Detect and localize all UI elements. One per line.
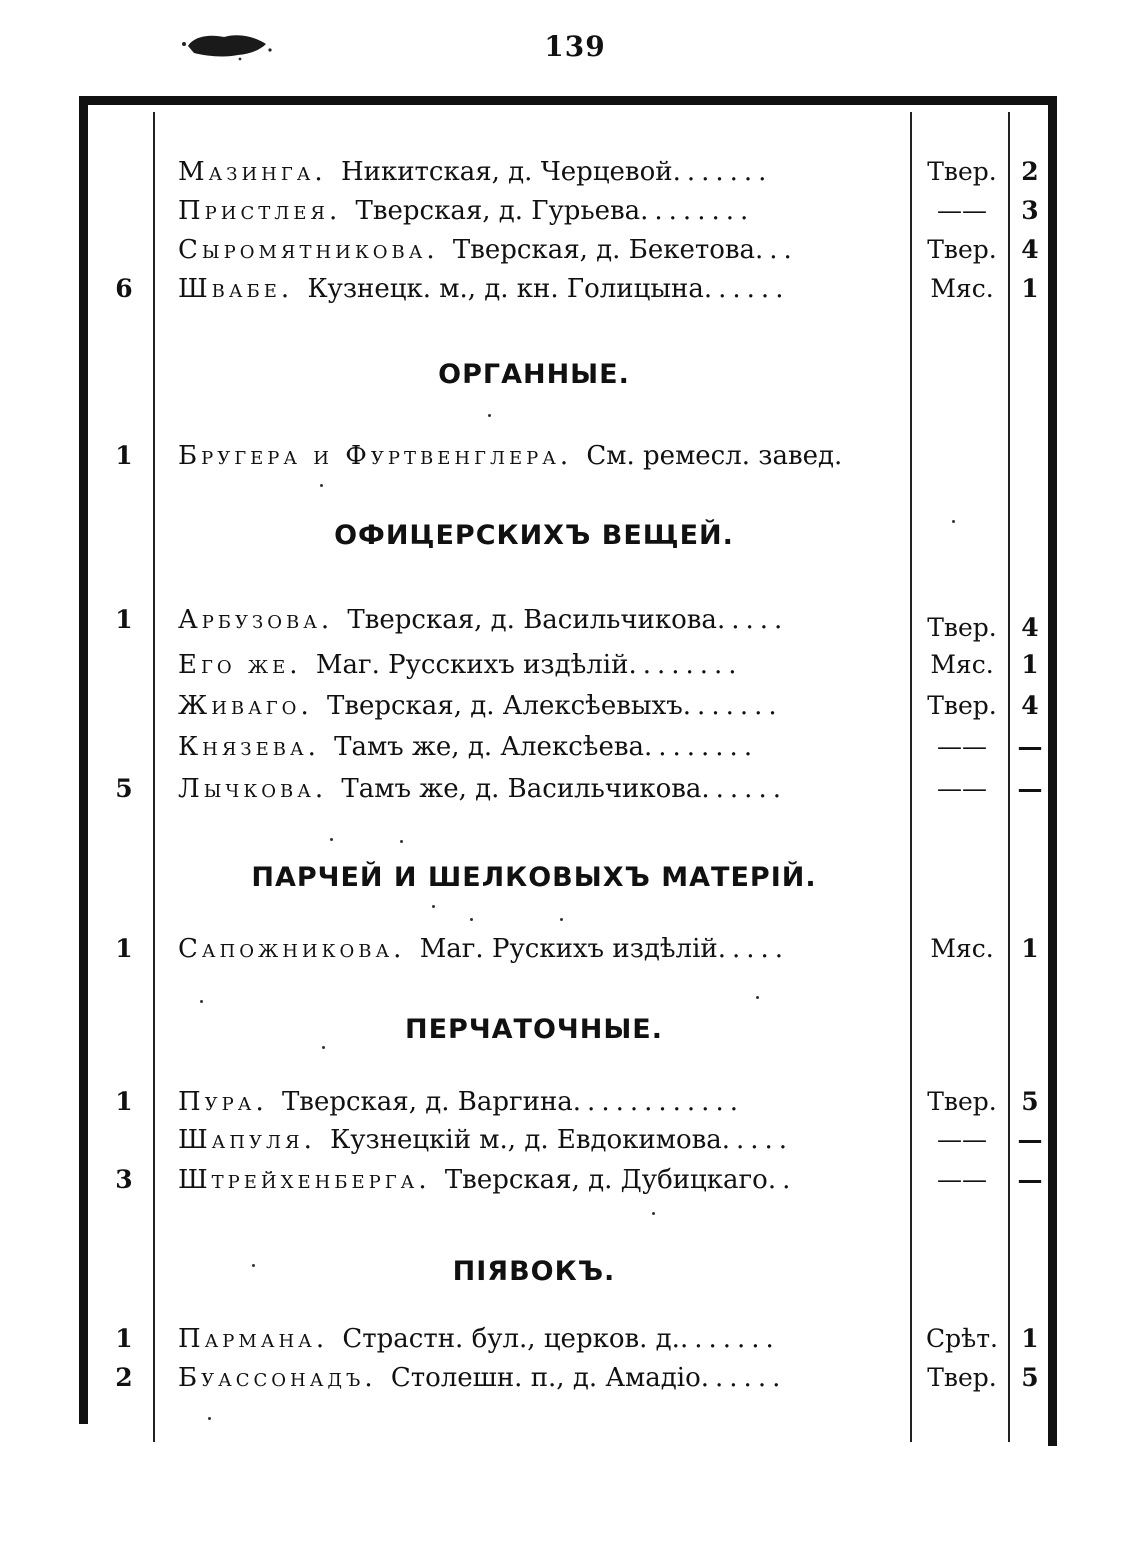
entry-name: Сыромятникова — [178, 235, 427, 265]
entry-address: Столешн. п., д. Амадіо — [390, 1363, 701, 1393]
entry-address: Никитская, д. Черцевой — [340, 157, 673, 187]
entry-name: Живаго — [178, 691, 301, 721]
entry-address: Кузнецкій м., д. Евдокимова — [330, 1125, 722, 1155]
entry-district: Твер. — [927, 1363, 997, 1392]
entry-quarter: — — [1017, 774, 1043, 803]
list-item: Шапуля. Кузнецкій м., д. Евдокимова..... —— — — [0, 1120, 1140, 1160]
entry-district: Твер. — [927, 235, 997, 264]
entry-address: Кузнецк. м., д. кн. Голицына — [307, 274, 704, 304]
entry-address: Тамъ же, д. Васильчикова — [341, 774, 702, 804]
entry-number: 3 — [115, 1165, 133, 1194]
page-number: 139 — [544, 30, 606, 63]
entry-quarter: 1 — [1021, 274, 1039, 303]
list-item: 2 Буассонадъ. Столешн. п., д. Амадіо...... Твер. 5 — [0, 1358, 1140, 1398]
scan-speck — [252, 1264, 255, 1267]
scan-speck — [432, 905, 435, 908]
entry-number: 1 — [115, 934, 133, 963]
entry-district: —— — [937, 732, 987, 761]
entry-address: Тверская, д. Васильчикова — [347, 605, 717, 635]
entry-name: Лычкова — [178, 774, 315, 804]
section-heading: ПІЯВОКЪ. — [452, 1256, 616, 1287]
entry-district: —— — [937, 1165, 987, 1194]
list-item: 3 Штрейхенберга. Тверская, д. Дубицкаго.. —— — — [0, 1160, 1140, 1200]
entry-quarter: 2 — [1021, 157, 1039, 186]
entry-quarter: 5 — [1021, 1087, 1039, 1116]
section-heading: ПАРЧЕЙ И ШЕЛКОВЫХЪ МАТЕРІЙ. — [251, 862, 817, 893]
entry-quarter: 5 — [1021, 1363, 1039, 1392]
entry-district: Срѣт. — [926, 1324, 998, 1353]
entry-quarter: — — [1017, 1165, 1043, 1194]
scan-speck — [560, 918, 563, 921]
entry-district: Мяс. — [930, 274, 994, 303]
entry-district: —— — [937, 1125, 987, 1154]
entry-district: Мяс. — [930, 934, 994, 963]
list-item: 5 Лычкова. Тамъ же, д. Васильчикова...... —— — — [0, 769, 1140, 809]
entry-number: 2 — [115, 1363, 133, 1392]
entry-name: Пристлея — [178, 196, 329, 226]
entry-quarter: 4 — [1021, 235, 1039, 264]
scan-speck — [330, 838, 333, 841]
list-item: Пристлея. Тверская, д. Гурьева........ —— 3 — [0, 191, 1140, 231]
entry-district: Твер. — [927, 613, 997, 642]
entry-name: Сапожникова — [178, 934, 394, 964]
entry-name: Мазинга — [178, 157, 315, 187]
scan-speck — [208, 1417, 211, 1420]
scan-speck — [756, 996, 759, 999]
frame-top-rule — [85, 96, 1057, 105]
entry-name: Князева — [178, 732, 308, 762]
section-heading: ОРГАННЫЕ. — [438, 359, 630, 390]
entry-name: Его же — [178, 650, 290, 680]
entry-name: Шапуля — [178, 1125, 304, 1155]
list-item: 1 Пармана. Страстн. бул., церков. д........ Срѣт. 1 — [0, 1319, 1140, 1359]
entry-name: Арбузова — [178, 605, 321, 635]
entry-name: Бругера и Фуртвенглера — [178, 441, 560, 471]
entry-name: Швабе — [178, 274, 281, 304]
entry-address: Тверская, д. Дубицкаго — [444, 1165, 768, 1195]
entry-quarter: 4 — [1021, 613, 1039, 642]
entry-quarter: 4 — [1021, 691, 1039, 720]
list-item: 6 Швабе. Кузнецк. м., д. кн. Голицына...... Мяс. 1 — [0, 269, 1140, 309]
scan-speck — [652, 1212, 655, 1215]
entry-address: Тверская, д. Гурьева — [355, 196, 641, 226]
scan-speck — [320, 484, 323, 487]
entry-address: Маг. Русскихъ издѣлій — [315, 650, 629, 680]
section-heading: ПЕРЧАТОЧНЫЕ. — [404, 1014, 663, 1045]
entry-number: 1 — [115, 1324, 133, 1353]
list-item: 1 Бругера и Фуртвенглера. См. ремесл. завед. — [0, 436, 1140, 476]
entry-address: Тверская, д. Бекетова — [452, 235, 756, 265]
entry-name: Буассонадъ — [178, 1363, 365, 1393]
scan-speck — [952, 520, 955, 523]
entry-name: Пура — [178, 1087, 256, 1117]
entry-quarter: 3 — [1021, 196, 1039, 225]
entry-name: Штрейхенберга — [178, 1165, 419, 1195]
entry-quarter: 1 — [1021, 934, 1039, 963]
list-item: Мазинга. Никитская, д. Черцевой....... Твер. 2 — [0, 152, 1140, 192]
scan-speck — [322, 1046, 325, 1049]
entry-district: Твер. — [927, 1087, 997, 1116]
entry-address: См. ремесл. завед. — [586, 441, 843, 471]
entry-number: 1 — [115, 441, 133, 470]
entry-quarter: 1 — [1021, 650, 1039, 679]
entry-address: Страстн. бул., церков. д. — [342, 1324, 680, 1354]
entry-number: 1 — [115, 605, 133, 634]
entry-district: Твер. — [927, 157, 997, 186]
entry-district: Твер. — [927, 691, 997, 720]
entry-number: 5 — [115, 774, 133, 803]
entry-quarter: — — [1017, 1125, 1043, 1154]
entry-address: Маг. Рускихъ издѣлій — [419, 934, 718, 964]
list-item: 1 Пура. Тверская, д. Варгина............ Твер. 5 — [0, 1082, 1140, 1122]
entry-district: Мяс. — [930, 650, 994, 679]
entry-address: Тверская, д. Варгина — [281, 1087, 573, 1117]
scan-speck — [200, 1000, 203, 1003]
list-item: Сыромятникова. Тверская, д. Бекетова... Твер. 4 — [0, 230, 1140, 270]
scan-speck — [488, 414, 491, 417]
ink-blot-icon — [180, 28, 275, 62]
scan-speck — [400, 840, 403, 843]
scan-speck — [470, 918, 473, 921]
section-heading: ОФИЦЕРСКИХЪ ВЕЩЕЙ. — [334, 520, 734, 551]
entry-quarter: — — [1017, 732, 1043, 761]
entry-name: Пармана — [178, 1324, 316, 1354]
list-item: Его же. Маг. Русскихъ издѣлій........ Мяс. 1 — [0, 645, 1140, 685]
entry-address: Тверская, д. Алексѣевыхъ — [326, 691, 683, 721]
entry-number: 1 — [115, 1087, 133, 1116]
list-item: Князева. Тамъ же, д. Алексѣева........ —— — — [0, 727, 1140, 767]
list-item: 1 Сапожникова. Маг. Рускихъ издѣлій..... Мяс. 1 — [0, 929, 1140, 969]
entry-number: 6 — [115, 274, 133, 303]
list-item: 1 Арбузова. Тверская, д. Васильчикова..... Твер. 4 — [0, 600, 1140, 640]
entry-address: Тамъ же, д. Алексѣева — [334, 732, 644, 762]
entry-quarter: 1 — [1021, 1324, 1039, 1353]
list-item: Живаго. Тверская, д. Алексѣевыхъ....... Твер. 4 — [0, 686, 1140, 726]
entry-district: —— — [937, 774, 987, 803]
entry-district: —— — [937, 196, 987, 225]
